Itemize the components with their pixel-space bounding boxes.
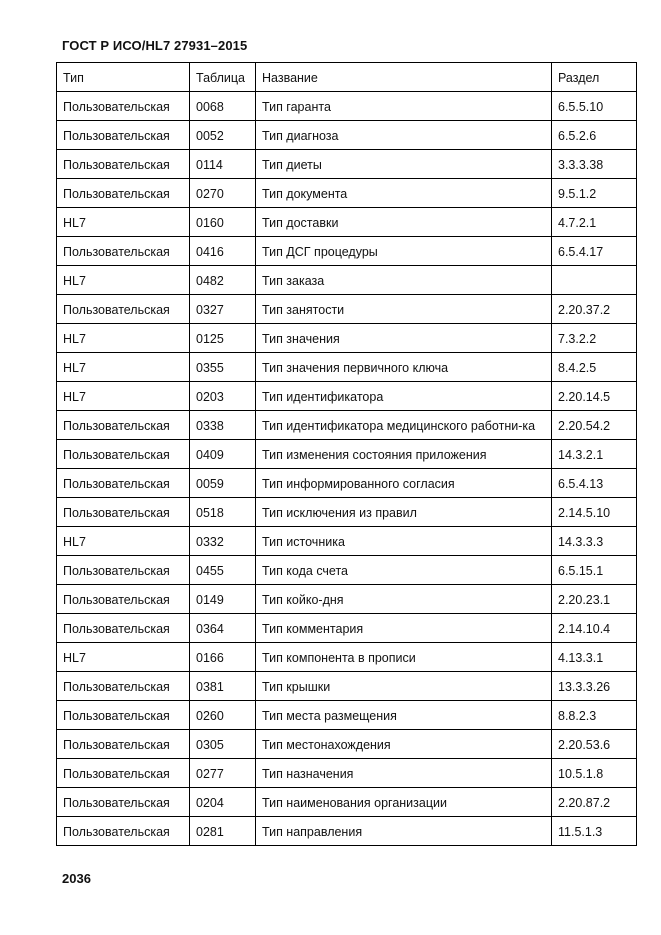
cell-type: Пользовательская <box>57 295 190 324</box>
cell-table-code: 0149 <box>190 585 256 614</box>
cell-table-code: 0160 <box>190 208 256 237</box>
cell-type: Пользовательская <box>57 237 190 266</box>
cell-type: Пользовательская <box>57 411 190 440</box>
cell-section: 2.20.37.2 <box>552 295 637 324</box>
cell-type: Пользовательская <box>57 788 190 817</box>
cell-name: Тип койко-дня <box>256 585 552 614</box>
table-row <box>57 788 637 817</box>
cell-type: Пользовательская <box>57 498 190 527</box>
column-header-type: Тип <box>57 63 190 92</box>
table-row <box>57 527 637 556</box>
table-row <box>57 672 637 701</box>
cell-table-code: 0338 <box>190 411 256 440</box>
cell-name: Тип назначения <box>256 759 552 788</box>
cell-section: 6.5.4.13 <box>552 469 637 498</box>
cell-table-code: 0482 <box>190 266 256 295</box>
cell-type: Пользовательская <box>57 179 190 208</box>
page-number: 2036 <box>62 871 91 886</box>
table-row <box>57 585 637 614</box>
cell-table-code: 0114 <box>190 150 256 179</box>
cell-section: 14.3.3.3 <box>552 527 637 556</box>
cell-table-code: 0260 <box>190 701 256 730</box>
table-row <box>57 411 637 440</box>
cell-section: 8.4.2.5 <box>552 353 637 382</box>
cell-name: Тип диагноза <box>256 121 552 150</box>
cell-name: Тип диеты <box>256 150 552 179</box>
table-row <box>57 469 637 498</box>
cell-type: Пользовательская <box>57 150 190 179</box>
cell-type: Пользовательская <box>57 440 190 469</box>
cell-table-code: 0203 <box>190 382 256 411</box>
cell-table-code: 0355 <box>190 353 256 382</box>
cell-type: Пользовательская <box>57 469 190 498</box>
cell-section: 2.20.23.1 <box>552 585 637 614</box>
cell-name: Тип исключения из правил <box>256 498 552 527</box>
cell-type: Пользовательская <box>57 556 190 585</box>
cell-type: Пользовательская <box>57 730 190 759</box>
cell-section: 8.8.2.3 <box>552 701 637 730</box>
table-row <box>57 179 637 208</box>
table-row <box>57 556 637 585</box>
table-row <box>57 121 637 150</box>
table-row <box>57 701 637 730</box>
cell-section: 3.3.3.38 <box>552 150 637 179</box>
cell-table-code: 0166 <box>190 643 256 672</box>
cell-table-code: 0409 <box>190 440 256 469</box>
cell-table-code: 0068 <box>190 92 256 121</box>
table-row <box>57 440 637 469</box>
cell-table-code: 0416 <box>190 237 256 266</box>
table-row <box>57 382 637 411</box>
table-row <box>57 759 637 788</box>
cell-name: Тип значения <box>256 324 552 353</box>
cell-table-code: 0455 <box>190 556 256 585</box>
cell-name: Тип источника <box>256 527 552 556</box>
table-row <box>57 353 637 382</box>
table-row <box>57 150 637 179</box>
cell-table-code: 0327 <box>190 295 256 324</box>
cell-name: Тип направления <box>256 817 552 846</box>
table-row <box>57 237 637 266</box>
cell-name: Тип кода счета <box>256 556 552 585</box>
column-header-name: Название <box>256 63 552 92</box>
cell-table-code: 0270 <box>190 179 256 208</box>
cell-name: Тип крышки <box>256 672 552 701</box>
cell-name: Тип комментария <box>256 614 552 643</box>
cell-name: Тип доставки <box>256 208 552 237</box>
cell-section: 6.5.15.1 <box>552 556 637 585</box>
cell-table-code: 0518 <box>190 498 256 527</box>
cell-type: Пользовательская <box>57 121 190 150</box>
table-row <box>57 614 637 643</box>
cell-type: Пользовательская <box>57 92 190 121</box>
cell-section: 2.20.14.5 <box>552 382 637 411</box>
cell-table-code: 0204 <box>190 788 256 817</box>
cell-name: Тип ДСГ процедуры <box>256 237 552 266</box>
cell-section: 10.5.1.8 <box>552 759 637 788</box>
cell-name: Тип значения первичного ключа <box>256 353 552 382</box>
cell-name: Тип места размещения <box>256 701 552 730</box>
cell-section: 9.5.1.2 <box>552 179 637 208</box>
cell-section: 7.3.2.2 <box>552 324 637 353</box>
cell-table-code: 0052 <box>190 121 256 150</box>
cell-table-code: 0277 <box>190 759 256 788</box>
document-header: ГОСТ Р ИСО/HL7 27931–2015 <box>62 38 248 53</box>
cell-type: HL7 <box>57 208 190 237</box>
table-row <box>57 498 637 527</box>
table-row <box>57 324 637 353</box>
cell-section: 6.5.4.17 <box>552 237 637 266</box>
cell-type: HL7 <box>57 266 190 295</box>
cell-section: 14.3.2.1 <box>552 440 637 469</box>
cell-section: 11.5.1.3 <box>552 817 637 846</box>
table-row <box>57 208 637 237</box>
reference-table <box>56 62 637 846</box>
cell-name: Тип местонахождения <box>256 730 552 759</box>
cell-name: Тип занятости <box>256 295 552 324</box>
cell-type: Пользовательская <box>57 701 190 730</box>
table-row <box>57 295 637 324</box>
cell-table-code: 0059 <box>190 469 256 498</box>
cell-type: Пользовательская <box>57 614 190 643</box>
cell-section: 13.3.3.26 <box>552 672 637 701</box>
cell-name: Тип гаранта <box>256 92 552 121</box>
cell-name: Тип наименования организации <box>256 788 552 817</box>
cell-section: 4.13.3.1 <box>552 643 637 672</box>
cell-section <box>552 266 637 295</box>
table-row <box>57 817 637 846</box>
cell-type: HL7 <box>57 324 190 353</box>
table-row <box>57 643 637 672</box>
cell-name: Тип идентификатора медицинского работни-ка <box>256 411 552 440</box>
cell-table-code: 0305 <box>190 730 256 759</box>
table-row <box>57 730 637 759</box>
table-header-row <box>57 63 637 92</box>
cell-section: 2.20.53.6 <box>552 730 637 759</box>
cell-table-code: 0281 <box>190 817 256 846</box>
cell-section: 4.7.2.1 <box>552 208 637 237</box>
cell-name: Тип информированного согласия <box>256 469 552 498</box>
cell-section: 2.14.5.10 <box>552 498 637 527</box>
cell-table-code: 0364 <box>190 614 256 643</box>
cell-type: Пользовательская <box>57 585 190 614</box>
table-row <box>57 266 637 295</box>
cell-table-code: 0381 <box>190 672 256 701</box>
cell-name: Тип компонента в прописи <box>256 643 552 672</box>
cell-table-code: 0332 <box>190 527 256 556</box>
cell-type: Пользовательская <box>57 672 190 701</box>
cell-type: HL7 <box>57 643 190 672</box>
cell-section: 2.20.87.2 <box>552 788 637 817</box>
cell-type: Пользовательская <box>57 759 190 788</box>
cell-type: Пользовательская <box>57 817 190 846</box>
cell-table-code: 0125 <box>190 324 256 353</box>
cell-name: Тип изменения состояния приложения <box>256 440 552 469</box>
cell-name: Тип документа <box>256 179 552 208</box>
cell-type: HL7 <box>57 382 190 411</box>
cell-section: 6.5.2.6 <box>552 121 637 150</box>
column-header-table: Таблица <box>190 63 256 92</box>
cell-type: HL7 <box>57 527 190 556</box>
cell-section: 2.20.54.2 <box>552 411 637 440</box>
cell-section: 6.5.5.10 <box>552 92 637 121</box>
column-header-section: Раздел <box>552 63 637 92</box>
table-row <box>57 92 637 121</box>
cell-name: Тип заказа <box>256 266 552 295</box>
cell-type: HL7 <box>57 353 190 382</box>
cell-section: 2.14.10.4 <box>552 614 637 643</box>
cell-name: Тип идентификатора <box>256 382 552 411</box>
